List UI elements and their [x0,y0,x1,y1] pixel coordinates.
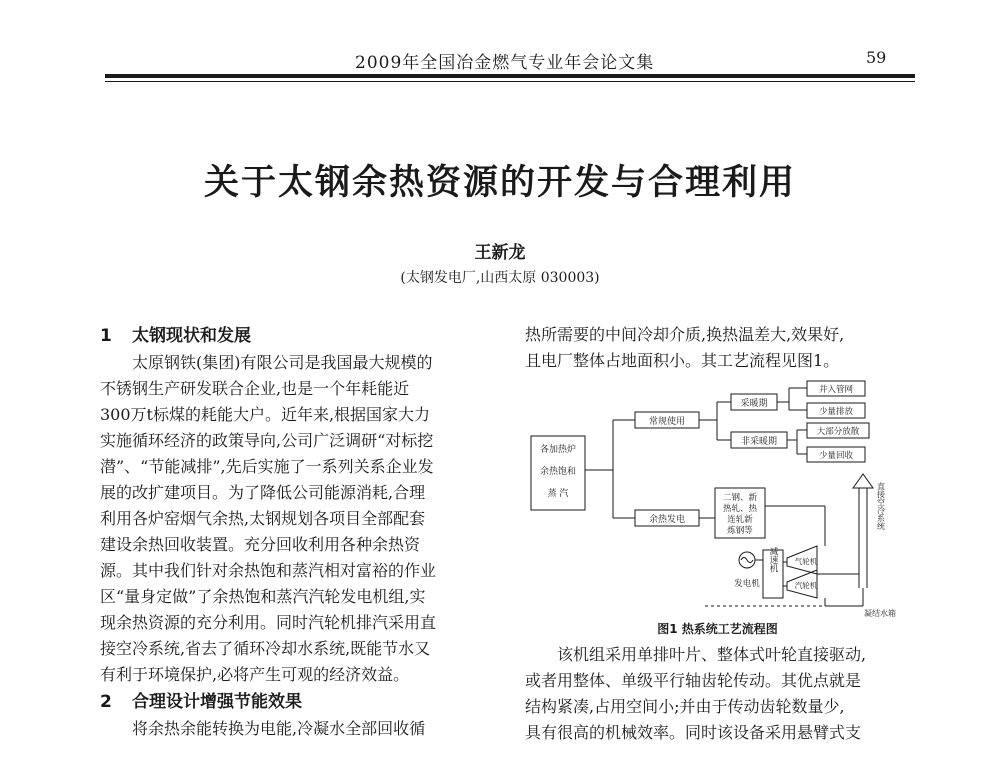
section-2-number: 2 [100,692,112,712]
right-column-lower [525,642,910,746]
air-cooling-label: 直接空冷系统 [876,482,886,530]
body-line: 源。其中我们针对余热饱和蒸汽相对富裕的作业 [100,561,437,580]
body-line: 将余热余能转换为电能,冷凝水全部回收循 [132,719,426,738]
body-line: 展的改扩建项目。为了降低公司能源消耗,合理 [100,483,426,502]
out-small-vent-label: 少量排放 [818,407,854,417]
body-line: 潜”、“节能减排”,先后实施了一系列关系企业发 [100,457,434,476]
air-cooling-top [853,474,873,488]
source-label-3: 蒸 汽 [547,489,569,499]
non-heating-label: 非采暖期 [740,437,778,447]
body-line: 该机组采用单排叶片、整体式叶轮直接驱动, [557,645,867,664]
paper-title: 关于太钢余热资源的开发与合理利用 [203,162,796,203]
affiliation: (太钢发电厂,山西太原 030003) [400,270,600,286]
out-network-label: 并入管网 [818,385,854,395]
body-line: 现余热资源的充分利用。同时汽轮机排汽采用直 [100,613,437,632]
body-line: 或者用整体、单级平行轴齿轮传动。其优点就是 [525,671,862,690]
header-rule-thick [105,74,915,78]
turbine-1-label: 气轮机 [794,557,818,566]
out-large-vent-label: 大部分放散 [816,427,860,437]
sources-line-4: 炼钢等 [727,526,753,536]
condensate-label: 凝结水箱 [864,609,896,618]
body-line: 结构紧凑,占用空间小;并由于传动齿轮数量少, [525,697,845,716]
right-column [525,322,910,374]
generator-label: 发电机 [734,579,760,589]
heating-label: 采暖期 [740,399,768,409]
body-line: 太原钢铁(集团)有限公司是我国最大规模的 [132,353,433,372]
out-small-recover-label: 少量回收 [818,451,854,461]
sources-line-1: 二钢、新 [722,493,758,503]
body-line: 且电厂整体占地面积小。其工艺流程见图1。 [525,351,840,370]
regular-use-label: 常规使用 [648,417,686,427]
left-column [100,322,492,742]
body-line: 利用各炉窑烟气余热,太钢规划各项目全部配套 [100,509,426,528]
figure-caption: 图1 热系统工艺流程图 [657,622,778,636]
author: 王新龙 [474,243,526,263]
body-line: 接空冷系统,省去了循环冷却水系统,既能节水又 [100,639,431,658]
header-rule-thin [105,81,915,82]
sources-line-2: 热轧、热 [722,504,758,514]
body-line: 热所需要的中间冷却介质,换热温差大,效果好, [525,325,845,344]
turbine-2-label: 汽轮机 [794,581,818,590]
source-label-1: 各加热炉 [539,445,577,455]
figure-1-flowchart [525,378,910,618]
section-2-heading [100,688,492,716]
body-line: 具有很高的机械效率。同时该设备采用悬臂式支 [525,723,862,742]
section-1-heading [100,322,492,350]
running-title: 2009年全国冶金燃气专业年会论文集 [355,53,655,73]
body-line: 区“量身定做”了余热饱和蒸汽汽轮发电机组,实 [100,587,426,606]
section-2-title: 合理设计增强节能效果 [132,692,302,712]
body-line: 实施循环经济的政策导向,公司广泛调研“对标挖 [100,431,434,450]
sources-line-3: 连轧新 [727,515,753,525]
body-line: 300万t标煤的耗能大户。近年来,根据国家大力 [100,405,431,424]
body-line: 不锈钢生产研发联合企业,也是一个年耗能近 [100,379,410,398]
reducer-label: 减速机 [768,547,778,573]
power-label: 余热发电 [648,515,686,525]
section-1-title: 太钢现状和发展 [132,326,251,346]
page-number: 59 [866,48,887,67]
source-label-2: 余热饱和 [539,467,577,477]
body-line: 建设余热回收装置。充分回收利用各种余热资 [100,535,421,554]
section-1-number: 1 [100,326,112,346]
body-line: 有利于环境保护,必将产生可观的经济效益。 [100,665,410,684]
